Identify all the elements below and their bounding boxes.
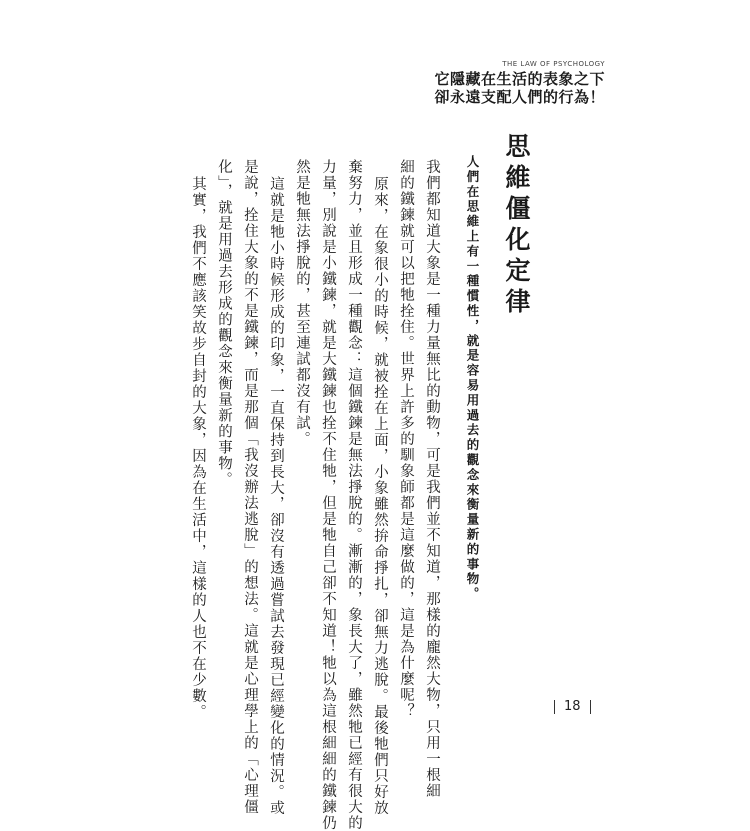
running-header [434,60,605,106]
body-line-8: 是說，拴住大象的不是鐵鍊，而是那個「我沒辦法逃脫」的想法。這就是心理學上的「心理僵 [242,159,258,815]
page-footer [545,699,600,714]
body-line-3: 原來，在象很小的時候，就被拴在上面，小象雖然拚命掙扎，卻無力逃脫。最後牠們只好放 [372,176,388,816]
body-line-2: 細的鐵鍊就可以把牠拴住。世界上許多的馴象師都是這麼做的，這是為什麼呢？ [398,159,414,719]
footer-divider-left [554,700,555,714]
body-line-9: 化」，就是用過去形成的觀念來衡量新的事物。 [216,159,232,488]
header-line-2: 卻永遠支配人們的行為！ [434,88,605,106]
section-title: 思維僵化定律 [502,133,531,319]
body-line-4: 棄努力，並且形成一種觀念：這個鐵鍊是無法掙脫的。漸漸的，象長大了，雖然牠已經有很大的 [346,159,362,831]
body-line-6: 然是牠無法掙脫的，甚至連試都沒有試。 [294,159,310,447]
body-line-10: 其實，我們不應該笑故步自封的大象，因為在生活中，這樣的人也不在少數。 [190,176,206,720]
footer-divider-right [590,700,591,714]
header-line-1: 它隱藏在生活的表象之下 [434,70,605,88]
header-subtitle: THE LAW OF PSYCHOLOGY [502,60,605,68]
body-line-5: 力量，別說是小鐵鍊，就是大鐵鍊也拴不住牠，但是牠自己卻不知道！牠以為這根細細的鐵鍊仍 [320,159,336,831]
page-number: 18 [564,699,581,714]
body-line-7: 這就是牠小時候形成的印象，一直保持到長大，卻沒有透過嘗試去發現已經變化的情況。或 [268,176,284,816]
body-line-1: 我們都知道大象是一種力量無比的動物，可是我們並不知道，那樣的龐然大物，只用一根細 [424,159,440,799]
section-subtitle: 人們在思維上有一種慣性，就是容易用過去的觀念來衡量新的事物。 [465,155,480,602]
